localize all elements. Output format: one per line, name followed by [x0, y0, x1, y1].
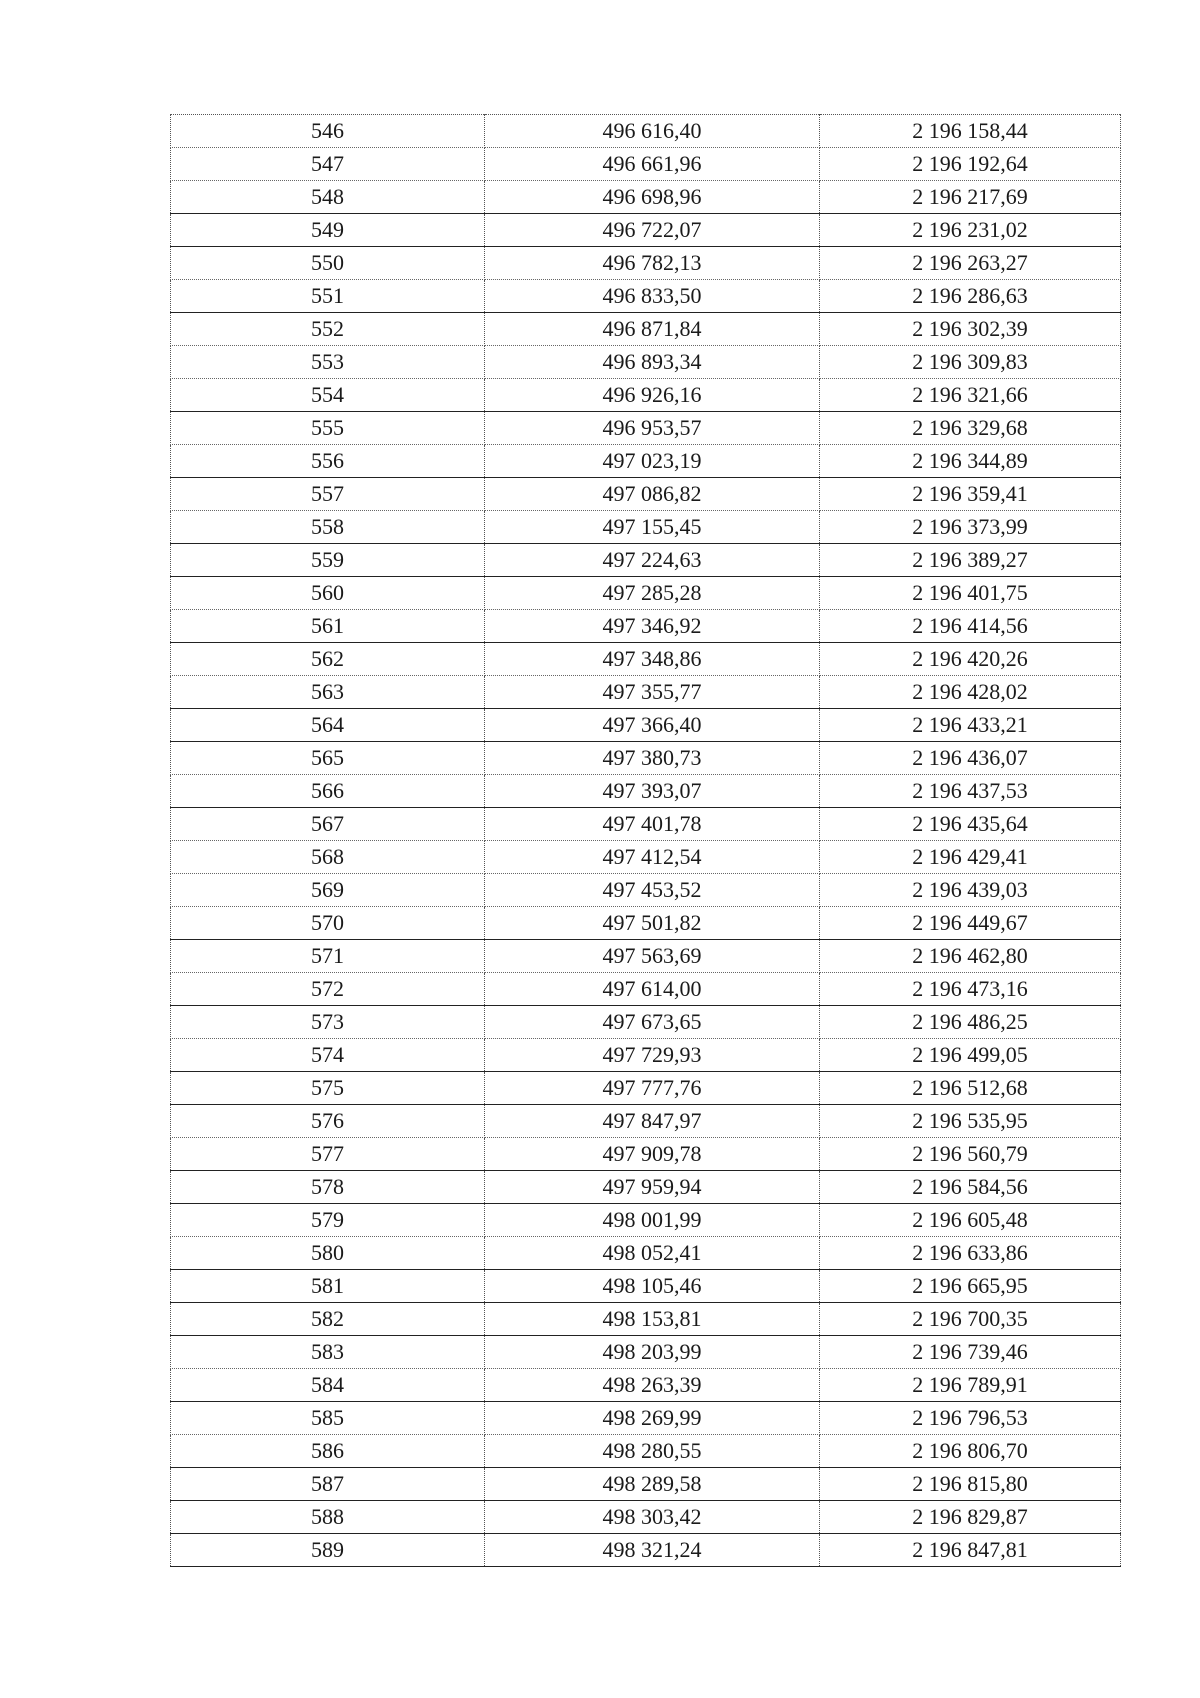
y-coordinate-cell: 2 196 806,70: [820, 1435, 1121, 1468]
table-row: [171, 544, 1121, 577]
y-coordinate-cell: 2 196 286,63: [820, 280, 1121, 313]
point-number-cell: 583: [171, 1336, 485, 1369]
y-coordinate-cell: 2 196 815,80: [820, 1468, 1121, 1501]
point-number-cell: 581: [171, 1270, 485, 1303]
point-number-cell: 566: [171, 775, 485, 808]
table-row: [171, 1171, 1121, 1204]
x-coordinate-cell: 498 321,24: [485, 1534, 820, 1567]
x-coordinate-cell: 497 401,78: [485, 808, 820, 841]
x-coordinate-cell: 496 926,16: [485, 379, 820, 412]
y-coordinate-cell: 2 196 231,02: [820, 214, 1121, 247]
y-coordinate-cell: 2 196 158,44: [820, 115, 1121, 148]
table-row: [171, 742, 1121, 775]
x-coordinate-cell: 497 959,94: [485, 1171, 820, 1204]
point-number-cell: 572: [171, 973, 485, 1006]
y-coordinate-cell: 2 196 665,95: [820, 1270, 1121, 1303]
x-coordinate-cell: 496 616,40: [485, 115, 820, 148]
point-number-cell: 576: [171, 1105, 485, 1138]
y-coordinate-cell: 2 196 499,05: [820, 1039, 1121, 1072]
x-coordinate-cell: 497 729,93: [485, 1039, 820, 1072]
table-row: [171, 1105, 1121, 1138]
point-number-cell: 571: [171, 940, 485, 973]
point-number-cell: 549: [171, 214, 485, 247]
table-row: [171, 346, 1121, 379]
table-row: [171, 973, 1121, 1006]
y-coordinate-cell: 2 196 437,53: [820, 775, 1121, 808]
y-coordinate-cell: 2 196 584,56: [820, 1171, 1121, 1204]
x-coordinate-cell: 498 263,39: [485, 1369, 820, 1402]
table-row: [171, 1534, 1121, 1567]
table-row: [171, 1303, 1121, 1336]
table-row: [171, 676, 1121, 709]
point-number-cell: 588: [171, 1501, 485, 1534]
y-coordinate-cell: 2 196 486,25: [820, 1006, 1121, 1039]
y-coordinate-cell: 2 196 535,95: [820, 1105, 1121, 1138]
x-coordinate-cell: 496 893,34: [485, 346, 820, 379]
point-number-cell: 589: [171, 1534, 485, 1567]
y-coordinate-cell: 2 196 473,16: [820, 973, 1121, 1006]
point-number-cell: 570: [171, 907, 485, 940]
table-row: [171, 577, 1121, 610]
y-coordinate-cell: 2 196 605,48: [820, 1204, 1121, 1237]
table-row: [171, 1204, 1121, 1237]
table-row: [171, 148, 1121, 181]
point-number-cell: 548: [171, 181, 485, 214]
y-coordinate-cell: 2 196 420,26: [820, 643, 1121, 676]
x-coordinate-cell: 497 673,65: [485, 1006, 820, 1039]
point-number-cell: 585: [171, 1402, 485, 1435]
x-coordinate-cell: 496 833,50: [485, 280, 820, 313]
table-row: [171, 1468, 1121, 1501]
table-row: [171, 445, 1121, 478]
x-coordinate-cell: 496 698,96: [485, 181, 820, 214]
table-row: [171, 214, 1121, 247]
y-coordinate-cell: 2 196 439,03: [820, 874, 1121, 907]
point-number-cell: 582: [171, 1303, 485, 1336]
table-row: [171, 379, 1121, 412]
y-coordinate-cell: 2 196 373,99: [820, 511, 1121, 544]
y-coordinate-cell: 2 196 739,46: [820, 1336, 1121, 1369]
point-number-cell: 552: [171, 313, 485, 346]
x-coordinate-cell: 497 224,63: [485, 544, 820, 577]
table-row: [171, 1237, 1121, 1270]
x-coordinate-cell: 497 393,07: [485, 775, 820, 808]
y-coordinate-cell: 2 196 192,64: [820, 148, 1121, 181]
x-coordinate-cell: 496 782,13: [485, 247, 820, 280]
table-row: [171, 478, 1121, 511]
x-coordinate-cell: 498 153,81: [485, 1303, 820, 1336]
y-coordinate-cell: 2 196 389,27: [820, 544, 1121, 577]
point-number-cell: 579: [171, 1204, 485, 1237]
x-coordinate-cell: 497 086,82: [485, 478, 820, 511]
x-coordinate-cell: 498 269,99: [485, 1402, 820, 1435]
point-number-cell: 586: [171, 1435, 485, 1468]
x-coordinate-cell: 497 023,19: [485, 445, 820, 478]
table-row: [171, 841, 1121, 874]
table-row: [171, 412, 1121, 445]
x-coordinate-cell: 497 563,69: [485, 940, 820, 973]
table-row: [171, 1039, 1121, 1072]
point-number-cell: 550: [171, 247, 485, 280]
point-number-cell: 563: [171, 676, 485, 709]
table-row: [171, 1369, 1121, 1402]
point-number-cell: 575: [171, 1072, 485, 1105]
x-coordinate-cell: 497 501,82: [485, 907, 820, 940]
table-row: [171, 808, 1121, 841]
point-number-cell: 546: [171, 115, 485, 148]
y-coordinate-cell: 2 196 433,21: [820, 709, 1121, 742]
x-coordinate-cell: 497 355,77: [485, 676, 820, 709]
y-coordinate-cell: 2 196 217,69: [820, 181, 1121, 214]
table-row: [171, 1006, 1121, 1039]
table-row: [171, 1501, 1121, 1534]
point-number-cell: 554: [171, 379, 485, 412]
x-coordinate-cell: 497 777,76: [485, 1072, 820, 1105]
point-number-cell: 556: [171, 445, 485, 478]
y-coordinate-cell: 2 196 414,56: [820, 610, 1121, 643]
y-coordinate-cell: 2 196 512,68: [820, 1072, 1121, 1105]
point-number-cell: 574: [171, 1039, 485, 1072]
x-coordinate-cell: 497 380,73: [485, 742, 820, 775]
point-number-cell: 547: [171, 148, 485, 181]
x-coordinate-cell: 498 303,42: [485, 1501, 820, 1534]
y-coordinate-cell: 2 196 329,68: [820, 412, 1121, 445]
table-row: [171, 511, 1121, 544]
point-number-cell: 557: [171, 478, 485, 511]
x-coordinate-cell: 497 412,54: [485, 841, 820, 874]
coordinates-table-body: [171, 115, 1121, 1567]
y-coordinate-cell: 2 196 633,86: [820, 1237, 1121, 1270]
point-number-cell: 555: [171, 412, 485, 445]
table-row: [171, 1336, 1121, 1369]
point-number-cell: 562: [171, 643, 485, 676]
x-coordinate-cell: 496 661,96: [485, 148, 820, 181]
x-coordinate-cell: 498 203,99: [485, 1336, 820, 1369]
point-number-cell: 551: [171, 280, 485, 313]
table-row: [171, 1138, 1121, 1171]
y-coordinate-cell: 2 196 309,83: [820, 346, 1121, 379]
y-coordinate-cell: 2 196 401,75: [820, 577, 1121, 610]
point-number-cell: 578: [171, 1171, 485, 1204]
x-coordinate-cell: 497 847,97: [485, 1105, 820, 1138]
table-row: [171, 247, 1121, 280]
x-coordinate-cell: 497 155,45: [485, 511, 820, 544]
x-coordinate-cell: 498 289,58: [485, 1468, 820, 1501]
point-number-cell: 580: [171, 1237, 485, 1270]
x-coordinate-cell: 496 871,84: [485, 313, 820, 346]
y-coordinate-cell: 2 196 359,41: [820, 478, 1121, 511]
x-coordinate-cell: 497 909,78: [485, 1138, 820, 1171]
table-row: [171, 610, 1121, 643]
y-coordinate-cell: 2 196 560,79: [820, 1138, 1121, 1171]
table-row: [171, 1270, 1121, 1303]
table-row: [171, 907, 1121, 940]
table-row: [171, 940, 1121, 973]
point-number-cell: 559: [171, 544, 485, 577]
x-coordinate-cell: 497 285,28: [485, 577, 820, 610]
y-coordinate-cell: 2 196 829,87: [820, 1501, 1121, 1534]
y-coordinate-cell: 2 196 796,53: [820, 1402, 1121, 1435]
x-coordinate-cell: 496 953,57: [485, 412, 820, 445]
point-number-cell: 584: [171, 1369, 485, 1402]
point-number-cell: 564: [171, 709, 485, 742]
x-coordinate-cell: 498 280,55: [485, 1435, 820, 1468]
table-row: [171, 1072, 1121, 1105]
y-coordinate-cell: 2 196 344,89: [820, 445, 1121, 478]
table-row: [171, 313, 1121, 346]
y-coordinate-cell: 2 196 435,64: [820, 808, 1121, 841]
table-row: [171, 181, 1121, 214]
x-coordinate-cell: 498 001,99: [485, 1204, 820, 1237]
x-coordinate-cell: 497 614,00: [485, 973, 820, 1006]
y-coordinate-cell: 2 196 302,39: [820, 313, 1121, 346]
y-coordinate-cell: 2 196 789,91: [820, 1369, 1121, 1402]
y-coordinate-cell: 2 196 321,66: [820, 379, 1121, 412]
x-coordinate-cell: 497 453,52: [485, 874, 820, 907]
x-coordinate-cell: 498 052,41: [485, 1237, 820, 1270]
y-coordinate-cell: 2 196 436,07: [820, 742, 1121, 775]
point-number-cell: 565: [171, 742, 485, 775]
table-row: [171, 643, 1121, 676]
x-coordinate-cell: 497 348,86: [485, 643, 820, 676]
x-coordinate-cell: 497 346,92: [485, 610, 820, 643]
y-coordinate-cell: 2 196 700,35: [820, 1303, 1121, 1336]
point-number-cell: 560: [171, 577, 485, 610]
point-number-cell: 577: [171, 1138, 485, 1171]
point-number-cell: 568: [171, 841, 485, 874]
point-number-cell: 561: [171, 610, 485, 643]
point-number-cell: 567: [171, 808, 485, 841]
y-coordinate-cell: 2 196 428,02: [820, 676, 1121, 709]
table-row: [171, 115, 1121, 148]
y-coordinate-cell: 2 196 263,27: [820, 247, 1121, 280]
table-row: [171, 709, 1121, 742]
y-coordinate-cell: 2 196 449,67: [820, 907, 1121, 940]
x-coordinate-cell: 496 722,07: [485, 214, 820, 247]
point-number-cell: 587: [171, 1468, 485, 1501]
table-row: [171, 1435, 1121, 1468]
table-row: [171, 1402, 1121, 1435]
table-row: [171, 280, 1121, 313]
y-coordinate-cell: 2 196 462,80: [820, 940, 1121, 973]
y-coordinate-cell: 2 196 429,41: [820, 841, 1121, 874]
point-number-cell: 558: [171, 511, 485, 544]
x-coordinate-cell: 497 366,40: [485, 709, 820, 742]
point-number-cell: 553: [171, 346, 485, 379]
table-row: [171, 775, 1121, 808]
table-row: [171, 874, 1121, 907]
point-number-cell: 569: [171, 874, 485, 907]
point-number-cell: 573: [171, 1006, 485, 1039]
coordinates-table: [170, 114, 1121, 1567]
x-coordinate-cell: 498 105,46: [485, 1270, 820, 1303]
y-coordinate-cell: 2 196 847,81: [820, 1534, 1121, 1567]
